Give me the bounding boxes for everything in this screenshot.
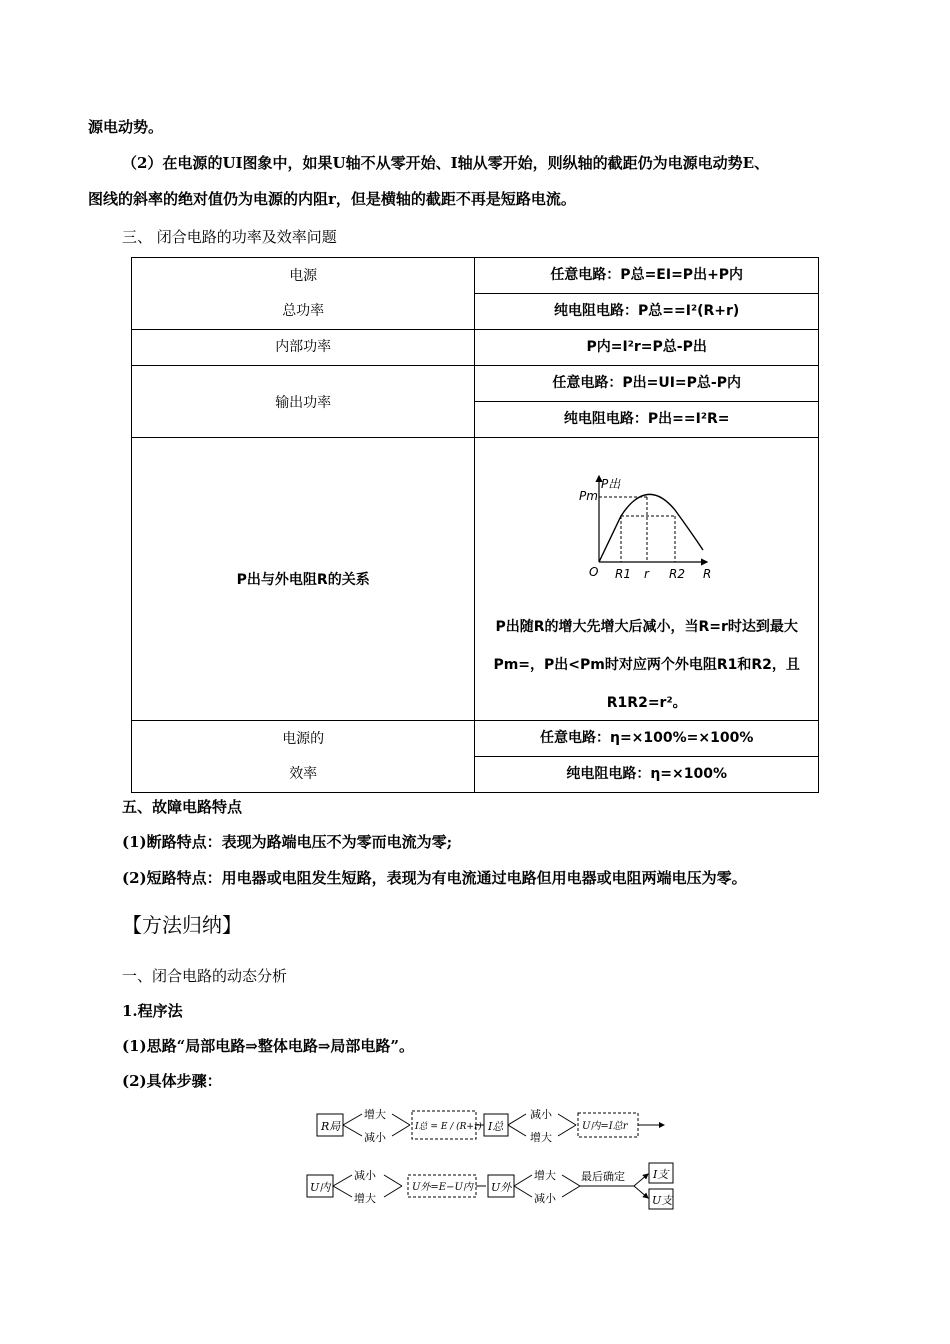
output-label: 输出功率 — [132, 366, 475, 438]
svg-text:减小: 减小 — [534, 1192, 556, 1205]
total-power-pure: 纯电阻电路：P总==I²(R+r) — [475, 294, 819, 330]
power-curve-graph — [475, 438, 819, 598]
svg-text:U外: U外 — [491, 1181, 512, 1194]
total-power-any: 任意电路：P总=EI=P出+P内 — [475, 258, 819, 294]
intro-line-2: （2）在电源的UI图象中，如果U轴不从零开始、I轴从零开始，则纵轴的截距仍为电源电动势E、 — [122, 154, 770, 172]
svg-text:I总: I总 — [488, 1120, 504, 1133]
svg-text:U支: U支 — [652, 1194, 673, 1207]
svg-text:增大: 增大 — [534, 1169, 556, 1182]
internal-label: 内部功率 — [132, 330, 475, 366]
svg-text:减小: 减小 — [530, 1108, 552, 1121]
origin-label: O — [589, 565, 599, 579]
section3-heading: 三、 闭合电路的功率及效率问题 — [122, 228, 337, 246]
intro-line-3: 图线的斜率的绝对值仍为电源的内阻r，但是横轴的截距不再是短路电流。 — [88, 190, 576, 208]
method-title: 【方法归纳】 — [122, 913, 242, 937]
x-axis-label: R — [703, 567, 712, 581]
internal-formula: P内=I²r=P总-P出 — [475, 330, 819, 366]
svg-text:U外=E−U内: U外=E−U内 — [412, 1182, 473, 1193]
relation-description: P出随R的增大先增大后减小，当R=r时达到最大Pm=，P出<Pm时对应两个外电阻R1和R2，且R1R2=r²。 — [493, 619, 800, 711]
svg-text:增大: 增大 — [364, 1108, 386, 1121]
output-any: 任意电路：P出=UI=P总-P内 — [475, 366, 819, 402]
intro-line-1: 源电动势。 — [88, 118, 164, 136]
relation-cell — [475, 438, 819, 721]
section5-heading: 五、故障电路特点 — [122, 798, 243, 816]
svg-text:最后确定: 最后确定 — [581, 1170, 625, 1183]
section5-item1: (1)断路特点：表现为路端电压不为零而电流为零; — [122, 833, 453, 851]
method-step-1: (1)思路“局部电路⇒整体电路⇒局部电路”。 — [122, 1037, 415, 1055]
method-subheading-2: 1.程序法 — [122, 1002, 183, 1020]
y-axis-label: P出 — [601, 477, 621, 491]
method-step-2: (2)具体步骤： — [122, 1072, 222, 1090]
svg-text:I总 = E / (R+r): I总 = E / (R+r) — [415, 1122, 482, 1132]
efficiency-any: 任意电路：η=×100%=×100% — [475, 721, 819, 757]
svg-text:U内=I总r: U内=I总r — [582, 1121, 628, 1132]
tick-r2: R2 — [669, 567, 686, 581]
efficiency-pure: 纯电阻电路：η=×100% — [475, 757, 819, 793]
svg-text:增大: 增大 — [530, 1131, 552, 1144]
svg-text:减小: 减小 — [354, 1169, 376, 1182]
method-subheading-1: 一、闭合电路的动态分析 — [122, 967, 288, 985]
output-pure: 纯电阻电路：P出==I²R= — [475, 402, 819, 438]
tick-r1: R1 — [615, 567, 632, 581]
svg-text:R局: R局 — [321, 1120, 341, 1133]
relation-label: P出与外电阻R的关系 — [132, 438, 475, 721]
efficiency-label: 电源的 效率 — [132, 721, 475, 793]
svg-text:U内: U内 — [310, 1181, 331, 1194]
tick-r: r — [644, 567, 650, 581]
power-table — [131, 257, 819, 793]
section5-item2: (2)短路特点：用电器或电阻发生短路，表现为有电流通过电路但用电器或电阻两端电压为零。 — [122, 869, 747, 887]
total-power-label: 电源 总功率 — [132, 258, 475, 330]
svg-text:减小: 减小 — [364, 1131, 386, 1144]
svg-text:增大: 增大 — [354, 1192, 376, 1205]
procedure-flow-diagram — [300, 1100, 700, 1215]
svg-text:I支: I支 — [653, 1168, 669, 1181]
pm-label: Pm — [579, 489, 599, 503]
power-curve — [599, 494, 703, 562]
